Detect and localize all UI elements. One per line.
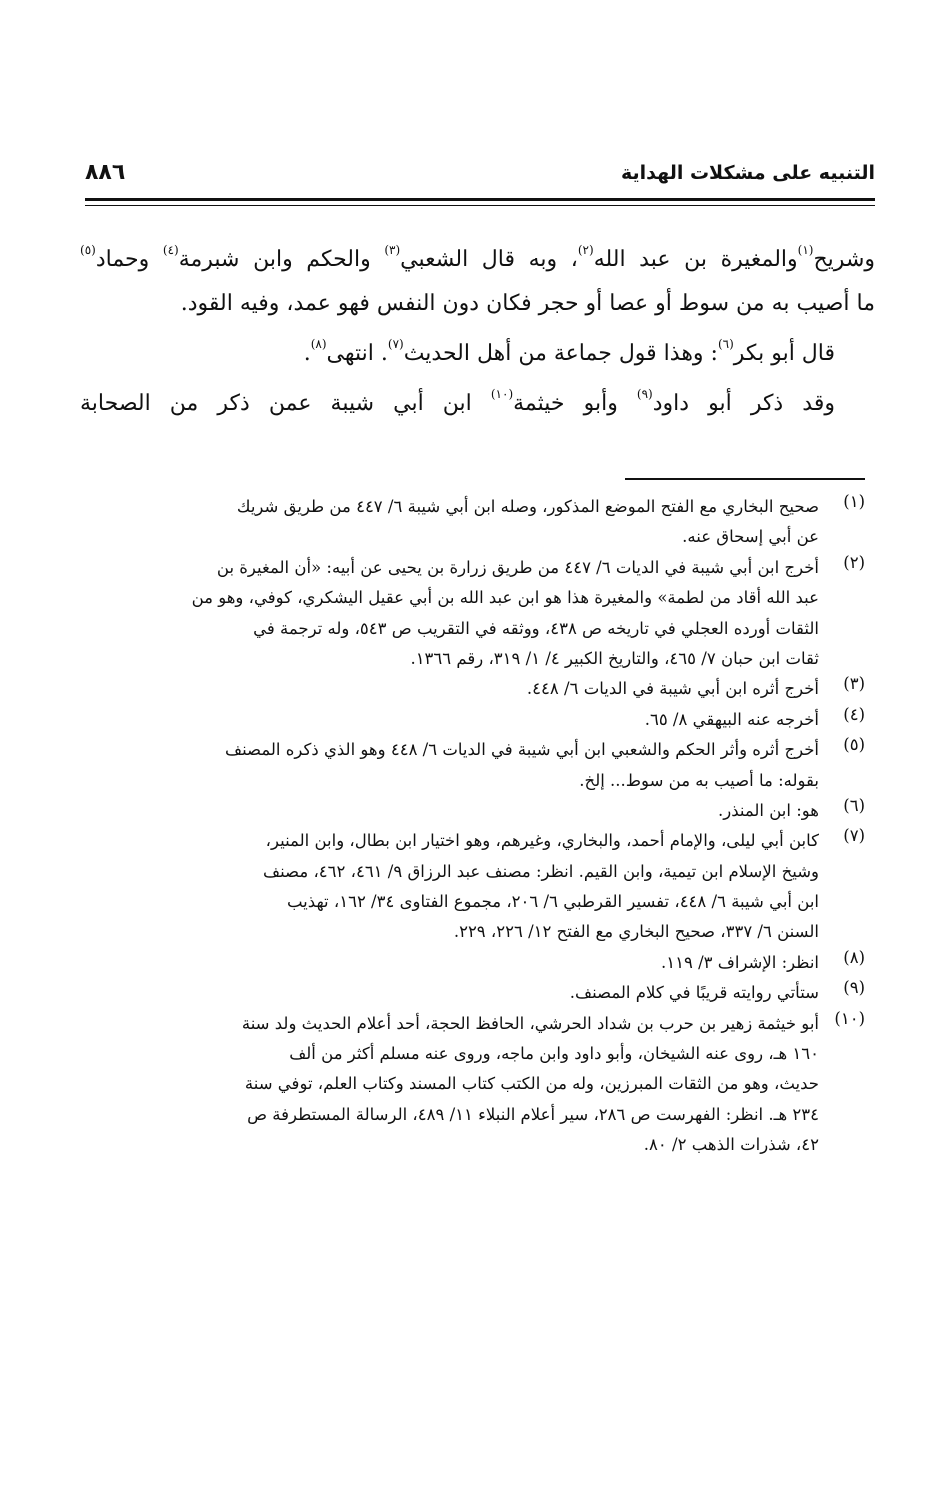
text-segment: وقد ذكر أبو داود [652,391,835,416]
footnote-line: انظر: الإشراف ٣/ ١١٩. [660,952,819,972]
footnote-line: عن أبي إسحاق عنه. [682,527,819,547]
header-rule-thick [85,198,875,201]
footnote-ref: (٣) [384,243,401,257]
footnote-line: بقوله: ما أصيب به من سوط... إلخ. [579,770,819,790]
text-segment: قال أبو بكر [733,341,835,366]
footnote [75,826,865,948]
footnote [75,796,865,826]
main-line [80,332,875,376]
footnote-line: ابن أبي شيبة ٦/ ٤٤٨، تفسير القرطبي ٦/ ٢٠٦، مجموع الفتاوى ٣٤/ ١٦٢، تهذيب [286,892,819,912]
text-segment: وحماد [95,247,163,272]
footnote-line: ثقات ابن حبان ٧/ ٤٦٥، والتاريخ الكبير ٤/ ١/ ٣١٩، رقم ١٣٦٦. [410,648,819,668]
footnote-line: ٤٢، شذرات الذهب ٢/ ٨٠. [643,1135,819,1155]
footnote [75,492,865,553]
footnote [75,948,865,978]
text-segment: والحكم وابن شبرمة [178,247,385,272]
footnote-line: هو: ابن المنذر. [717,800,819,820]
text-segment: والمغيرة بن عبد الله [593,247,798,272]
footnote-line: ستأتي روايته قريبًا في كلام المصنف. [569,983,819,1003]
footnote-number: (٤) [843,704,865,724]
footnote-ref: (٧) [387,337,404,351]
footnote [75,735,865,796]
running-header [85,162,875,192]
footnote-line: أبو خيثمة زهير بن حرب بن شداد الحرشي، الحافظ الحجة، أحد أعلام الحديث ولد سنة [241,1013,819,1033]
footnote-line: ١٦٠ هـ، روى عنه الشيخان، وأبو داود وابن ماجه، وروى عنه مسلم أكثر من ألف [289,1044,819,1064]
text-segment: وشريح [813,247,876,272]
footnote-number: (٣) [843,674,865,694]
footnote [75,705,865,735]
running-title: التنبيه على مشكلات الهداية [621,162,875,184]
footnote-line: كابن أبي ليلى، والإمام أحمد، والبخاري، وغيرهم، وهو اختيار ابن بطال، وابن المنير، [265,831,819,851]
footnote-ref: (١٠) [490,387,514,401]
footnote-number: (٨) [843,947,865,967]
footnote-ref: (٨) [310,337,327,351]
page-number: ٨٨٦ [85,160,126,185]
footnote-line: عبد الله أقاد من لطمة» والمغيرة هذا هو ابن عبد الله بن أبي عقيل اليشكري، كوفي، وهو من [191,588,819,608]
footnote [75,674,865,704]
text-segment: ، وبه قال الشعبي [400,247,578,272]
footnote-number: (٩) [843,978,865,998]
text-segment: ابن أبي شيبة عمن ذكر من الصحابة [80,391,491,416]
footnote-line: صحيح البخاري مع الفتح الموضع المذكور، وصله ابن أبي شيبة ٦/ ٤٤٧ من طريق شريك [236,497,819,516]
footnote-number: (٢) [843,552,865,572]
footnote-line: حديث، وهو من الثقات المبرزين، وله من الكتب كتاب المسند وكتاب العلم، توفي سنة [244,1074,819,1094]
footnote-line: ٢٣٤ هـ. انظر: الفهرست ص ٢٨٦، سير أعلام النبلاء ١١/ ٤٨٩، الرسالة المستطرفة ص [247,1104,819,1124]
header-rule-thin [85,205,875,206]
footnote-line: وشيخ الإسلام ابن تيمية، وابن القيم. انظر: مصنف عبد الرزاق ٩/ ٤٦١، ٤٦٢، مصنف [263,861,819,881]
main-line: ما أصيب به من سوط أو عصا أو حجر فكان دون النفس فهو عمد، وفيه القود. [180,291,875,316]
footnotes [75,492,865,1161]
footnote-ref: (٩) [636,387,653,401]
footnote-line: أخرج أثره وأثر الحكم والشعبي ابن أبي شيبة في الديات ٦/ ٤٤٨ وهو الذي ذكره المصنف [225,740,819,760]
footnote-separator [625,478,865,480]
text-segment: . [303,341,311,366]
footnote [75,1009,865,1161]
footnote-ref: (١) [797,243,814,257]
footnote-ref: (٤) [162,243,179,257]
main-paragraph-2 [80,332,875,376]
footnote-line: أخرج أثره ابن أبي شيبة في الديات ٦/ ٤٤٨. [526,679,819,699]
footnote-line: السنن ٦/ ٣٣٧، صحيح البخاري مع الفتح ١٢/ ٢٢٦، ٢٢٩. [453,922,819,942]
footnote [75,553,865,675]
footnote-number: (١٠) [834,1008,865,1028]
footnote-line: أخرجه عنه البيهقي ٨/ ٦٥. [644,709,819,729]
footnote-line: الثقات أورده العجلي في تاريخه ص ٤٣٨، ووثقه في التقريب ص ٥٤٣، وله ترجمة في [253,618,819,638]
main-paragraph-3 [80,382,875,426]
footnote-ref: (٢) [577,243,594,257]
footnote-ref: (٥) [80,243,96,257]
main-text [80,238,875,426]
footnote [75,978,865,1008]
footnote-ref: (٦) [717,337,734,351]
main-line [80,238,875,282]
footnote-line: أخرج ابن أبي شيبة في الديات ٦/ ٤٤٧ من طريق زرارة بن يحيى عن أبيه: «أن المغيرة بن [216,557,819,577]
footnote-number: (٦) [843,795,865,815]
main-line [80,382,875,426]
text-segment: : وهذا قول جماعة من أهل الحديث [403,341,718,366]
footnote-number: (٧) [843,826,865,846]
text-segment: وأبو خيثمة [513,391,637,416]
text-segment: . انتهى [326,341,388,366]
main-paragraph-1 [80,238,875,326]
footnote-number: (٥) [843,735,865,755]
footnote-number: (١) [843,492,865,511]
